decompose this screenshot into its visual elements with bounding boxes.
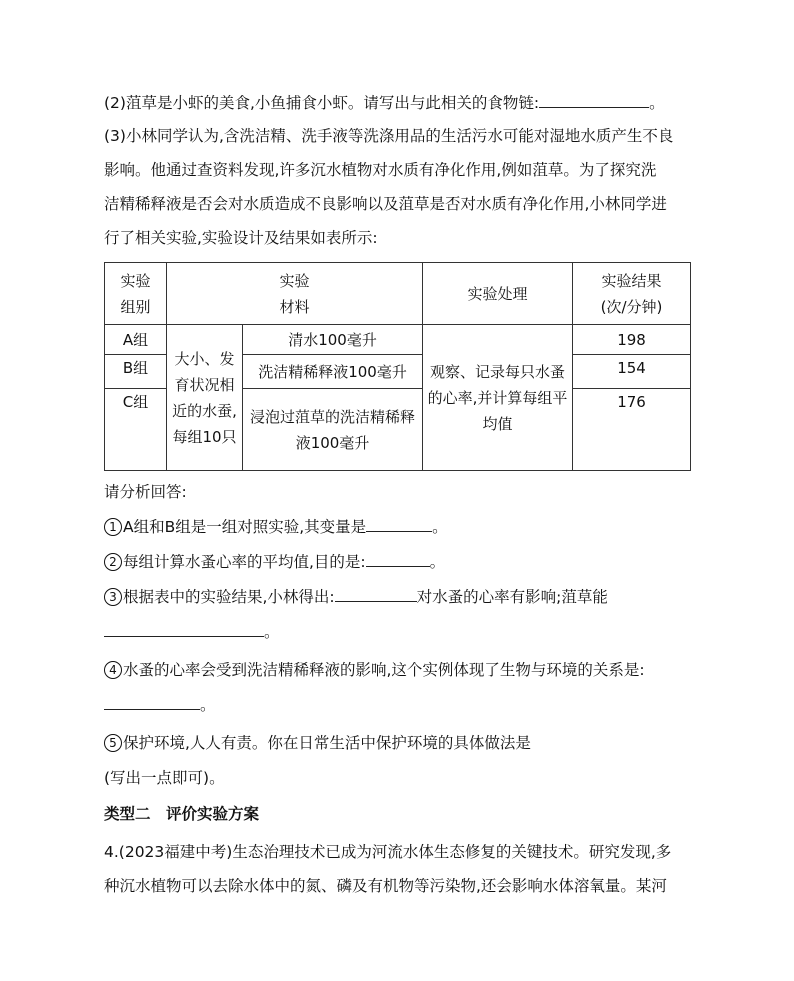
circled-number: 3 — [104, 588, 122, 606]
row-c-group: C组 — [105, 389, 167, 471]
subq-5-cont: (写出一点即可)。 — [104, 769, 225, 787]
q2-line: (2)菹草是小虾的美食,小鱼捕食小虾。请写出与此相关的食物链: 。 — [104, 94, 665, 112]
circled-number: 1 — [104, 518, 122, 536]
row-c-result: 176 — [573, 389, 691, 471]
subq-3: 3 根据表中的实验结果,小林得出: 对水蚤的心率有影响;菹草能 — [104, 586, 608, 607]
circled-number: 2 — [104, 553, 122, 571]
answer-blank[interactable] — [104, 621, 264, 637]
header-treatment: 实验处理 — [423, 263, 573, 325]
subq-4: 4 水蚤的心率会受到洗洁精稀释液的影响,这个实例体现了生物与环境的关系是: — [104, 660, 645, 680]
answer-blank[interactable] — [539, 92, 649, 108]
prompt: 请分析回答: — [104, 483, 187, 501]
row-c-material: 浸泡过菹草的洗洁精稀释 液100毫升 — [243, 389, 423, 471]
row-a-result: 198 — [573, 325, 691, 355]
q3-line-1: (3)小林同学认为,含洗洁精、洗手液等洗涤用品的生活污水可能对湿地水质产生不良 — [104, 127, 674, 145]
treatment-cell: 观察、记录每只水蚤 的心率,并计算每组平 均值 — [423, 325, 573, 471]
header-group: 实验 组别 — [105, 263, 167, 325]
row-b-result: 154 — [573, 355, 691, 389]
circled-number: 5 — [104, 734, 122, 752]
answer-blank[interactable] — [335, 586, 417, 602]
answer-blank[interactable] — [366, 516, 432, 532]
subq-1: 1 A组和B组是一组对照实验,其变量是 。 — [104, 516, 448, 537]
header-material: 实验 材料 — [167, 263, 423, 325]
q3-line-4: 行了相关实验,实验设计及结果如表所示: — [104, 229, 378, 247]
q3-line-3: 洁精稀释液是否会对水质造成不良影响以及菹草是否对水质有净化作用,小林同学进 — [104, 195, 667, 213]
circled-number: 4 — [104, 661, 122, 679]
subq-4-cont: 。 — [104, 694, 216, 715]
answer-blank[interactable] — [366, 551, 430, 567]
header-result: 实验结果 (次/分钟) — [573, 263, 691, 325]
q4-line-2: 种沉水植物可以去除水体中的氮、磷及有机物等污染物,还会影响水体溶氧量。某河 — [104, 877, 667, 895]
q3-line-2: 影响。他通过查资料发现,许多沉水植物对水质有净化作用,例如菹草。为了探究洗 — [104, 161, 657, 179]
subq-5: 5 保护环境,人人有责。你在日常生活中保护环境的具体做法是 — [104, 733, 531, 753]
row-a-group: A组 — [105, 325, 167, 355]
subq-3-cont: 。 — [104, 621, 280, 642]
section-heading: 类型二 评价实验方案 — [104, 805, 260, 823]
shared-material: 大小、发 育状况相 近的水蚕, 每组10只 — [167, 325, 243, 471]
answer-blank[interactable] — [104, 694, 200, 710]
experiment-table — [104, 262, 691, 471]
row-b-material: 洗洁精稀释液100毫升 — [243, 355, 423, 389]
row-a-material: 清水100毫升 — [243, 325, 423, 355]
subq-2: 2 每组计算水蚤心率的平均值,目的是: 。 — [104, 551, 445, 572]
row-b-group: B组 — [105, 355, 167, 389]
q4-line-1: 4.(2023福建中考)生态治理技术已成为河流水体生态修复的关键技术。研究发现,多 — [104, 843, 672, 861]
